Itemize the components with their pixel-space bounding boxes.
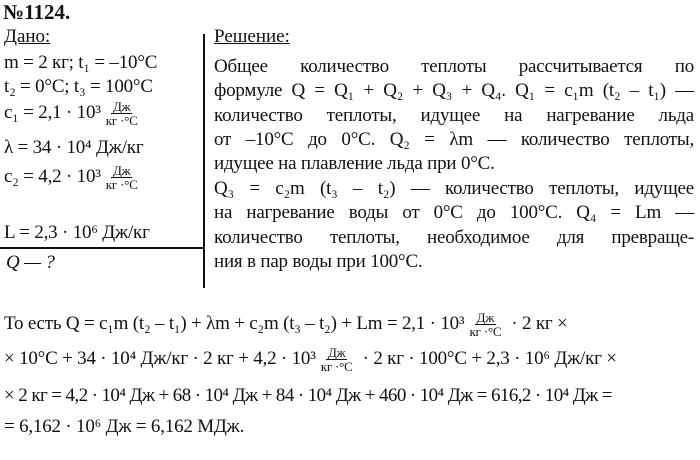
given-line [4, 164, 143, 190]
given-line: t₂ = 0°C; t₃ = 100°C [4, 76, 153, 97]
fraction-numerator: Дж [112, 162, 131, 178]
calc-line [4, 309, 694, 339]
solution-line: количество теплоты, идущее на нагревание льда [214, 105, 694, 126]
column-divider [203, 34, 205, 288]
solution-line: ния в пар воды при 100°C. [214, 251, 423, 272]
given-line [4, 100, 143, 126]
solution-line: Q₃ = c₂m (t₃ – t₂) — количество теплоты, идущее [214, 178, 694, 199]
solution-line: на нагревание воды от 0°C до 100°C. Q₄ = Lm — [214, 202, 694, 223]
fraction-denominator: кг ·°C [469, 323, 502, 339]
solution-line: формуле Q = Q₁ + Q₂ + Q₃ + Q₄. Q₁ = c₁m (t₂ – t₁) — [214, 80, 694, 101]
calc-text: · 2 кг · 100°C + 2,3 · 10⁶ Дж/кг × [362, 348, 617, 369]
unit-fraction [319, 346, 355, 373]
calc-text: × 10°C + 34 · 10⁴ Дж/кг · 2 кг + 4,2 · 10³ [4, 348, 316, 369]
calc-text: · 2 кг × [511, 313, 568, 334]
given-c1: c₁ = 2,1 · 10³ [4, 102, 101, 123]
problem-number: №1124. [3, 0, 71, 24]
given-c2: c₂ = 4,2 · 10³ [4, 166, 101, 187]
find-line: Q — ? [6, 252, 55, 273]
calc-line: × 2 кг = 4,2 · 10⁴ Дж + 68 · 10⁴ Дж + 84 · 10⁴ Дж + 460 · 10⁴ Дж = 616,2 · 10⁴ Дж = [4, 385, 612, 406]
fraction-numerator: Дж [476, 309, 495, 325]
unit-fraction [104, 100, 140, 127]
solution-heading: Решение: [214, 26, 290, 47]
fraction-numerator: Дж [327, 344, 346, 360]
fraction-denominator: кг ·°C [105, 112, 138, 128]
solution-line: количество теплоты, необходимое для превраще- [214, 227, 694, 248]
given-line: L = 2,3 · 10⁶ Дж/кг [4, 222, 150, 243]
solution-line: Общее количество теплоты рассчитывается по [214, 56, 694, 77]
unit-fraction [467, 311, 503, 338]
fraction-numerator: Дж [112, 98, 131, 114]
calc-line [4, 344, 694, 374]
unit-fraction [104, 164, 140, 191]
given-heading: Дано: [4, 26, 51, 47]
given-divider [0, 247, 204, 249]
given-line: m = 2 кг; t₁ = –10°C [4, 52, 158, 73]
fraction-denominator: кг ·°C [105, 176, 138, 192]
given-line: λ = 34 · 10⁴ Дж/кг [4, 137, 144, 158]
solution-line: идущее на плавление льда при 0°C. [214, 153, 495, 174]
calc-text: То есть Q = c₁m (t₂ – t₁) + λm + c₂m (t₃ – t₂) + Lm = 2,1 · 10³ [4, 313, 465, 334]
fraction-denominator: кг ·°C [320, 358, 353, 374]
solution-line: от –10°C до 0°C. Q₂ = λm — количество теплоты, [214, 129, 694, 150]
calc-line: = 6,162 · 10⁶ Дж = 6,162 МДж. [4, 416, 245, 437]
